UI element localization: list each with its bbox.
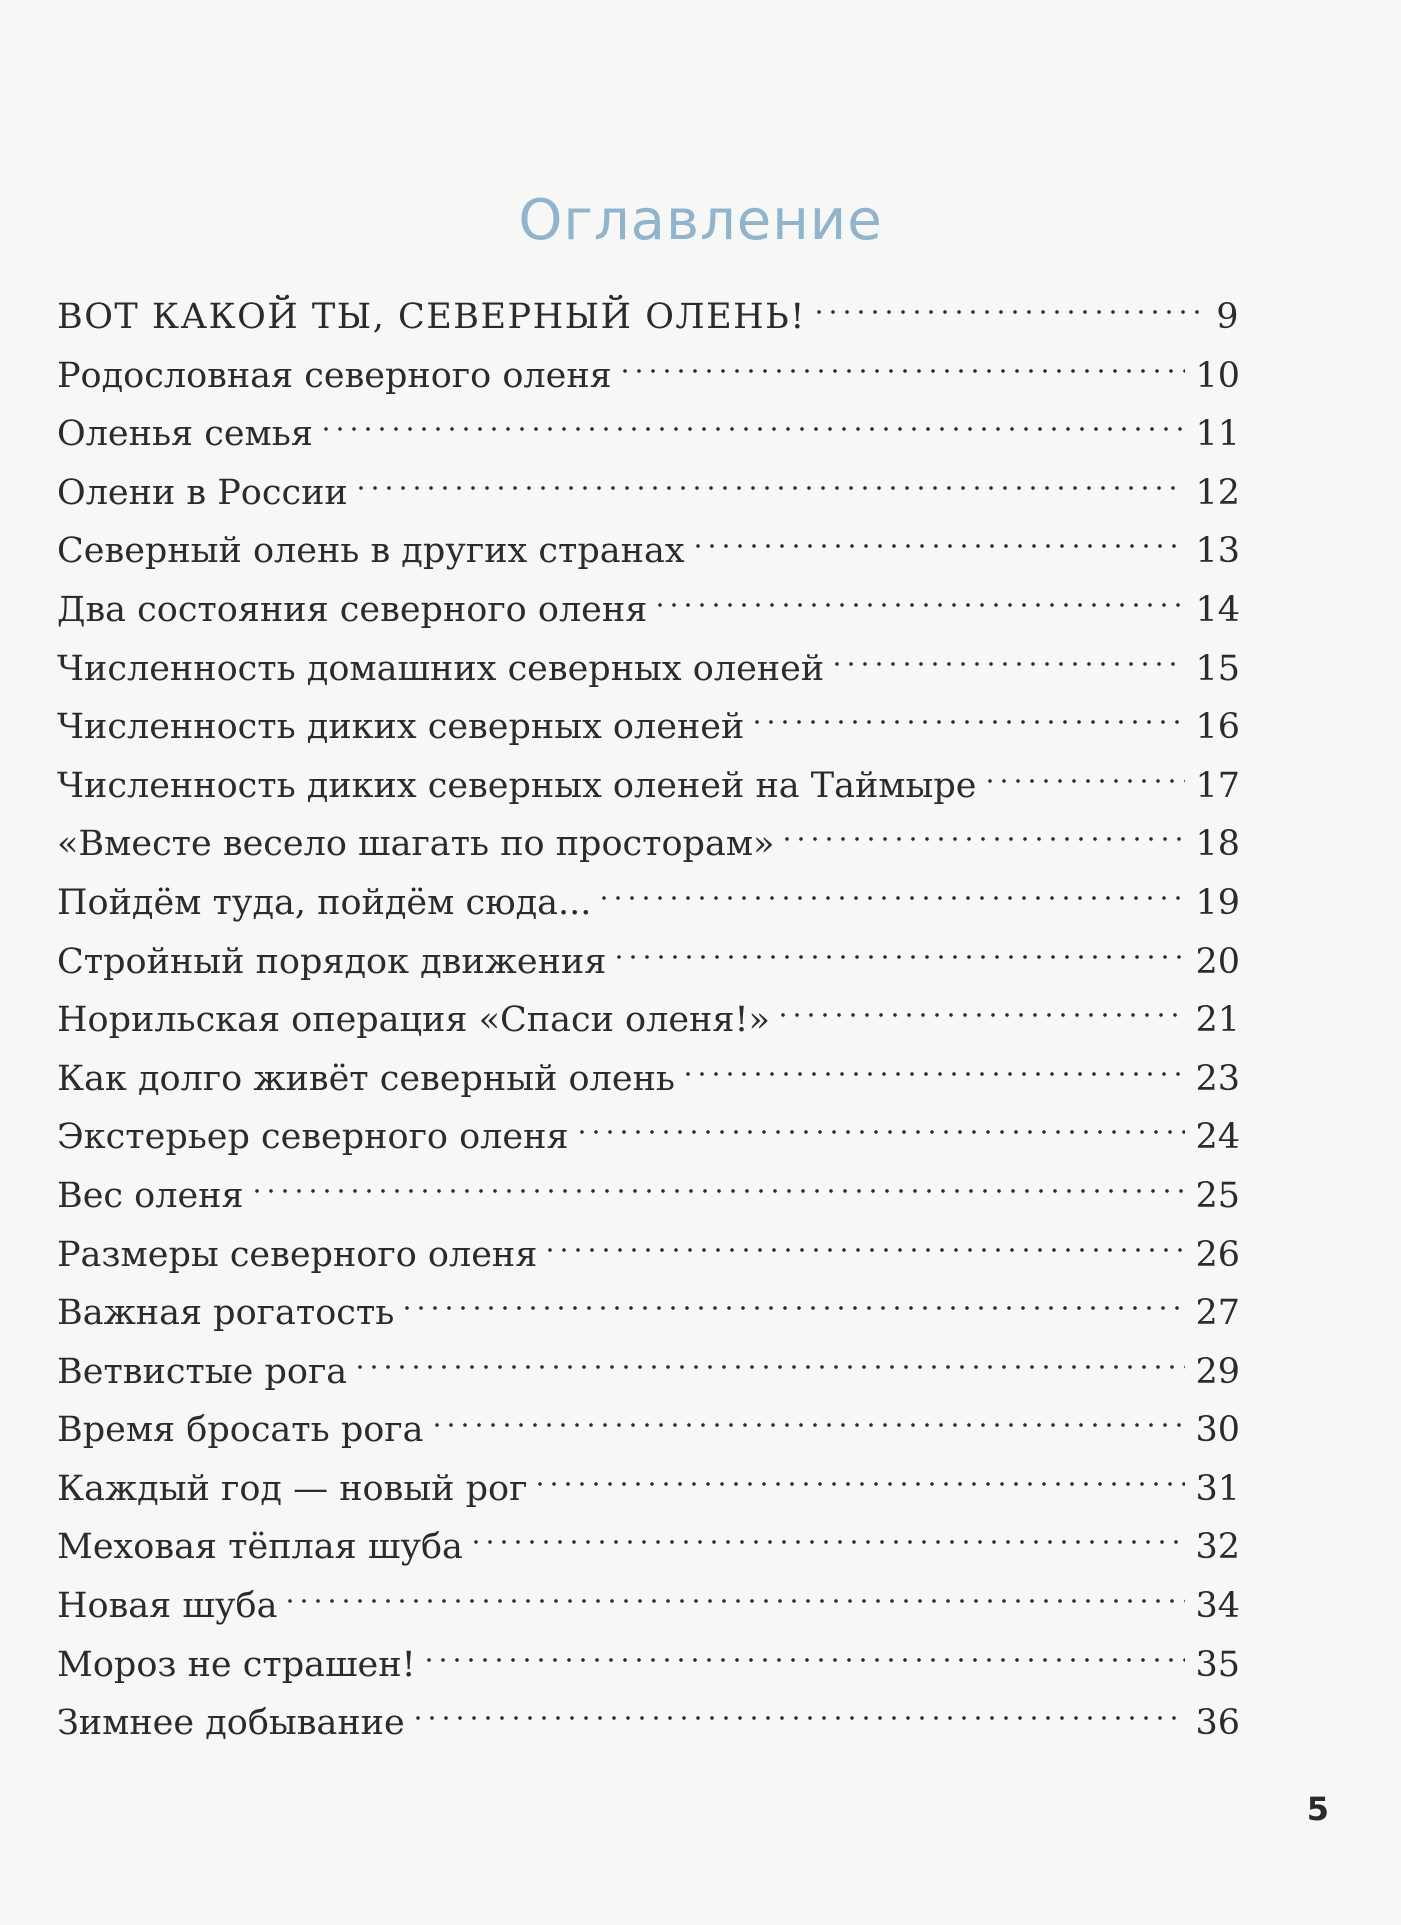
toc-entry-page: 9 [1216,297,1240,337]
dot-leader [612,915,1185,973]
toc-list [57,270,1240,1744]
toc-entry-label: Численность домашних северных оленей [57,648,825,689]
dot-leader [422,1618,1186,1676]
dot-leader [353,1325,1185,1383]
dot-leader [575,1090,1186,1148]
dot-leader [618,329,1186,387]
toc-entry-label: Каждый год — новый рог [57,1468,528,1509]
dot-leader [597,856,1185,914]
toc-entry-label: Зимнее добывание [57,1703,405,1744]
toc-entry-label: Два состояния северного оленя [57,589,648,630]
toc-entry-label: Экстерьер северного оленя [57,1117,569,1158]
toc-entry-page: 34 [1195,1586,1240,1627]
dot-leader [533,1442,1185,1500]
toc-entry-label: Мороз не страшен! [57,1644,416,1685]
toc-entry-label: Численность диких северных оленей на Таймыре [57,765,977,806]
toc-entry-page: 20 [1195,941,1240,982]
toc-entry-page: 29 [1195,1351,1240,1392]
page-number: 5 [1306,1790,1329,1828]
toc-entry-page: 31 [1195,1468,1240,1509]
toc-entry-label: Северный олень в других странах [57,531,685,572]
toc-entry-page: 13 [1195,531,1240,572]
toc-entry-page: 10 [1195,355,1240,396]
toc-entry-page: 24 [1195,1117,1240,1158]
dot-leader [812,270,1206,328]
toc-entry-page: 25 [1195,1175,1240,1216]
toc-entry-label: «Вместе весело шагать по просторам» [57,824,775,865]
dot-leader [750,680,1185,738]
toc-entry-label: ВОТ КАКОЙ ТЫ, СЕВЕРНЫЙ ОЛЕНЬ! [57,297,806,337]
dot-leader [319,387,1186,445]
toc-entry-page: 16 [1195,707,1240,748]
dot-leader [776,973,1186,1031]
toc-entry-label: Стройный порядок движения [57,941,607,982]
dot-leader [469,1500,1186,1558]
toc-entry-page: 19 [1195,882,1240,923]
toc-entry-page: 17 [1195,765,1240,806]
toc-entry-label: Родословная северного оленя [57,355,612,396]
dot-leader [543,1208,1185,1266]
toc-entry-label: Пойдём туда, пойдём сюда... [57,882,592,923]
toc-entry-label: Ветвистые рога [57,1351,348,1392]
toc-entry [57,270,1240,337]
toc-entry-page: 21 [1195,1000,1240,1041]
toc-entry-page: 12 [1195,472,1240,513]
toc-entry-label: Время бросать рога [57,1410,424,1451]
toc-entry-page: 27 [1195,1293,1240,1334]
toc-entry-label: Меховая тёплая шуба [57,1527,463,1568]
toc-entry-label: Вес оленя [57,1175,244,1216]
dot-leader [681,1032,1186,1090]
dot-leader [283,1559,1185,1617]
toc-entry-label: Оленья семья [57,414,313,455]
toc-entry-label: Норильская операция «Спаси оленя!» [57,1000,770,1041]
toc-entry-page: 36 [1195,1703,1240,1744]
dot-leader [830,622,1185,680]
toc-entry-label: Олени в России [57,472,348,513]
dot-leader [691,504,1186,562]
toc-entry-label: Размеры северного оленя [57,1234,538,1275]
toc-entry-page: 23 [1195,1058,1240,1099]
toc-entry-page: 15 [1195,648,1240,689]
toc-entry-page: 14 [1195,589,1240,630]
page-title: Оглавление [518,187,883,253]
toc-entry-page: 26 [1195,1234,1240,1275]
toc-entry-label: Новая шуба [57,1586,278,1627]
toc-entry-label: Численность диких северных оленей [57,707,745,748]
toc-entry-label: Как долго живёт северный олень [57,1058,675,1099]
dot-leader [780,797,1185,855]
dot-leader [354,446,1186,504]
toc-entry-page: 11 [1195,414,1240,455]
dot-leader [983,739,1186,797]
dot-leader [400,1266,1185,1324]
dot-leader [430,1383,1186,1441]
toc-entry-page: 32 [1195,1527,1240,1568]
dot-leader [250,1149,1186,1207]
toc-entry-page: 35 [1195,1644,1240,1685]
toc-entry-page: 18 [1195,824,1240,865]
toc-entry-label: Важная рогатость [57,1293,395,1334]
dot-leader [653,563,1185,621]
toc-entry-page: 30 [1195,1410,1240,1451]
dot-leader [411,1676,1186,1734]
